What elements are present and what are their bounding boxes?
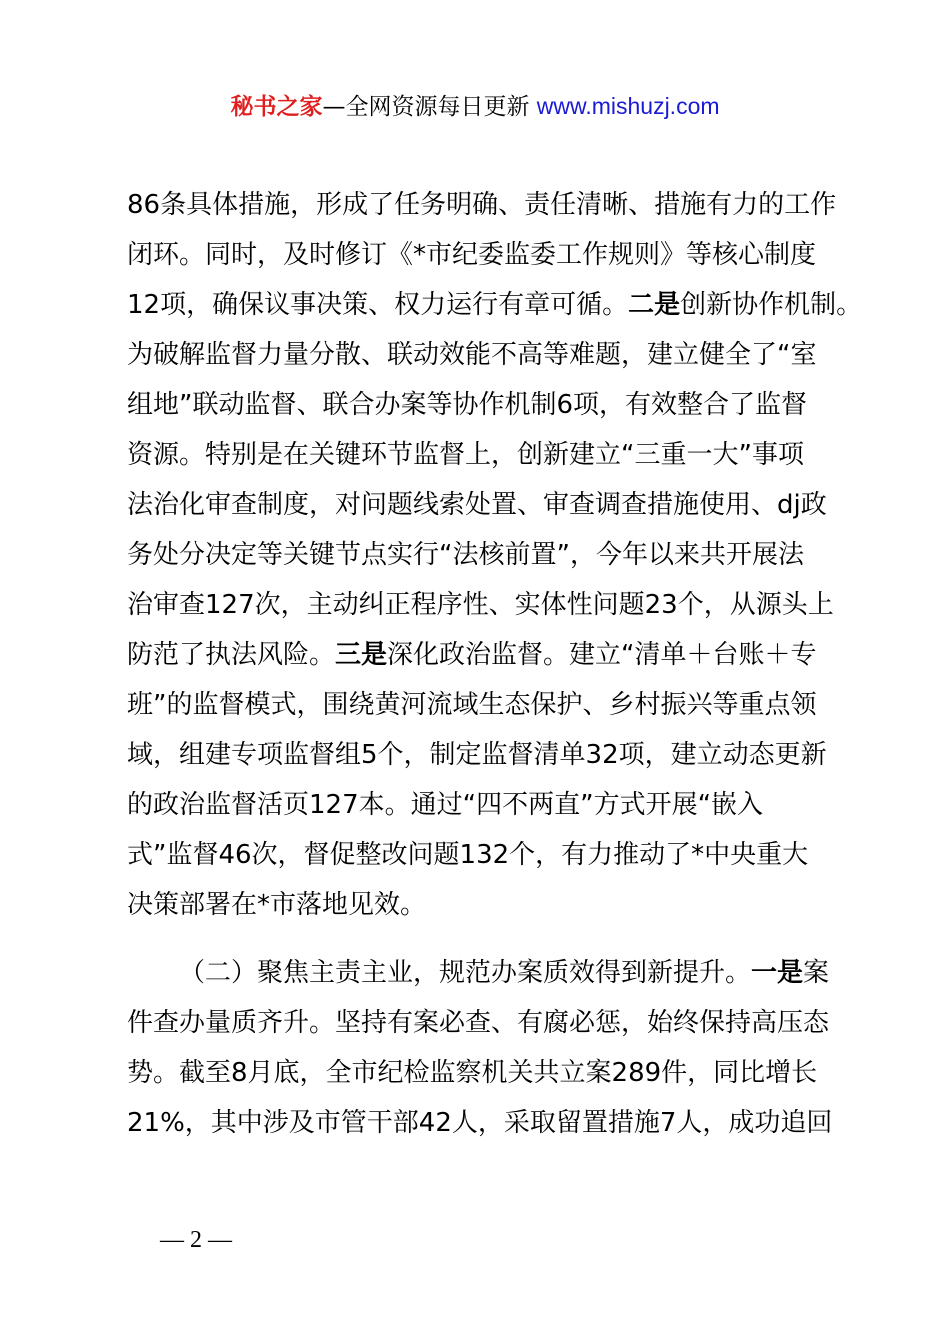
text-line xyxy=(127,280,863,330)
text-line: 21%，其中涉及市管干部42人，采取留置措施7人，成功追回 xyxy=(127,1108,833,1138)
text-line: 决策部署在*市落地见效。 xyxy=(127,890,427,920)
text-line: 组地”联动监督、联合办案等协作机制6项，有效整合了监督 xyxy=(127,390,808,420)
text-line: 的政治监督活页127本。通过“四不两直”方式开展“嵌入 xyxy=(127,790,764,820)
text-line xyxy=(127,630,837,680)
bold-ordinal: 三是 xyxy=(335,640,388,670)
bold-ordinal: 二是 xyxy=(628,290,681,320)
page-number: — 2 — xyxy=(160,1227,232,1253)
text-line: 件查办量质齐升。坚持有案必查、有腐必惩，始终保持高压态 xyxy=(127,1008,830,1038)
bold-ordinal: 一是 xyxy=(751,958,804,988)
paragraph-2 xyxy=(127,948,837,1148)
text-line xyxy=(127,948,837,998)
text-segment: 防范了执法风险。 xyxy=(127,640,336,670)
text-line: 资源。特别是在关键环节监督上，创新建立“三重一大”事项 xyxy=(127,440,804,470)
text-line: 务处分决定等关键节点实行“法核前置”，今年以来共开展法 xyxy=(127,540,804,570)
text-line: 式”监督46次，督促整改问题132个，有力推动了*中央重大 xyxy=(127,840,809,870)
banner-tagline: —全网资源每日更新 xyxy=(322,94,530,120)
text-line: 为破解监督力量分散、联动效能不高等难题，建立健全了“室 xyxy=(127,340,817,370)
section-heading: （二）聚焦主责主业，规范办案质效得到新提升。 xyxy=(179,958,752,988)
text-line: 势。截至8月底，全市纪检监察机关共立案289件，同比增长 xyxy=(127,1058,818,1088)
text-line: 法治化审查制度，对问题线索处置、审查调查措施使用、dj政 xyxy=(127,490,827,520)
text-segment: 深化政治监督。建立“清单＋台账＋专 xyxy=(387,640,817,670)
text-line: 闭环。同时，及时修订《*市纪委监委工作规则》等核心制度 xyxy=(127,240,817,270)
text-line: 86条具体措施，形成了任务明确、责任清晰、措施有力的工作 xyxy=(127,190,837,220)
banner-brand: 秘书之家 xyxy=(230,94,323,120)
text-line: 治审查127次，主动纠正程序性、实体性问题23个，从源头上 xyxy=(127,590,834,620)
site-banner xyxy=(0,86,950,127)
text-line: 域，组建专项监督组5个，制定监督清单32项，建立动态更新 xyxy=(127,740,827,770)
banner-url-link[interactable]: www.mishuzj.com xyxy=(536,93,720,119)
paragraph-1 xyxy=(127,180,863,930)
text-segment: 12项，确保议事决策、权力运行有章可循。 xyxy=(127,290,629,320)
text-line: 班”的监督模式，围绕黄河流域生态保护、乡村振兴等重点领 xyxy=(127,690,817,720)
text-segment: 创新协作机制。 xyxy=(680,290,863,320)
document-body xyxy=(127,180,863,1148)
text-segment: 案 xyxy=(803,958,830,988)
